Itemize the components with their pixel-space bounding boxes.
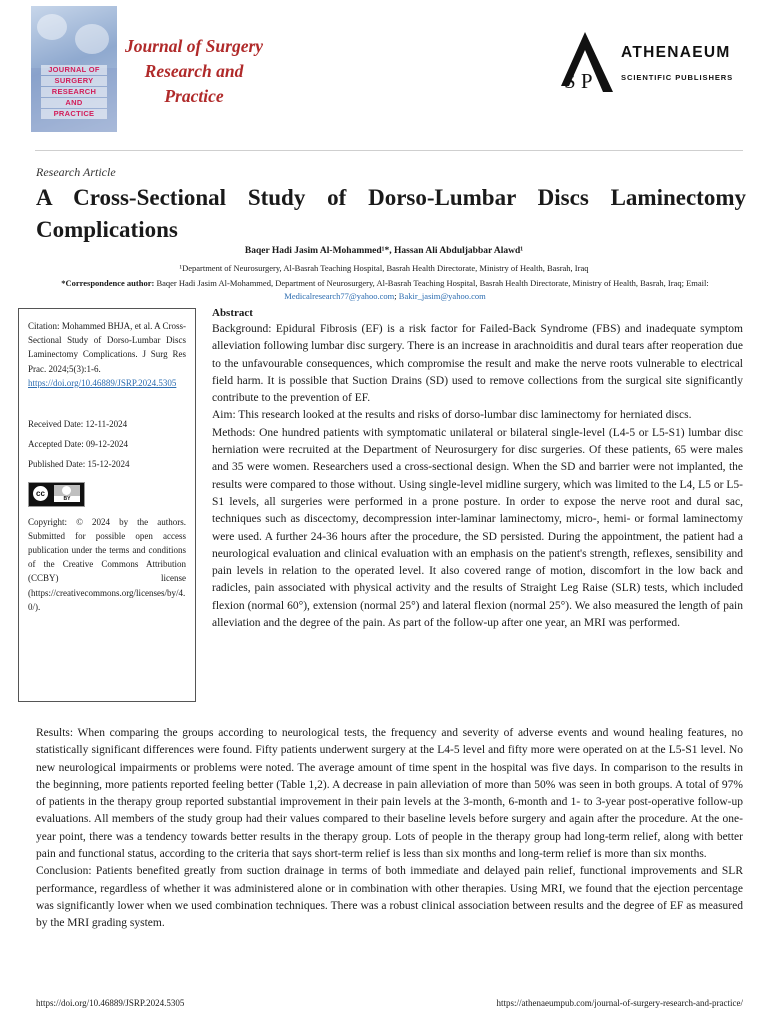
cc-by-license-icon — [28, 482, 85, 507]
publisher-logo-icon — [555, 30, 617, 94]
abstract-aim: Aim: This research looked at the results and risks of dorso-lumbar disc laminectomy for herniated discs. — [212, 409, 692, 422]
correspondence-text: Baqer Hadi Jasim Al-Mohammed, Department of Neurosurgery, Al-Basrah Teaching Hospital, Basrah Health Directorate, Ministry of Health, Basrah, Iraq; Email: — [154, 278, 709, 288]
citation-text: Citation: Mohammed BHJA, et al. A Cross-Sectional Study of Dorso-Lumbar Discs Laminectomy Complications. J Surg Res Prac. 2024;5(3):1-6. — [28, 321, 186, 374]
journal-title — [120, 34, 268, 109]
journal-cover-image — [31, 6, 117, 132]
journal-title-line: Journal of Surgery — [124, 36, 264, 56]
cover-title-line: AND — [41, 98, 107, 108]
footer-doi[interactable]: https://doi.org/10.46889/JSRP.2024.5305 — [36, 998, 185, 1008]
article-affiliation: ¹Department of Neurosurgery, Al-Basrah Teaching Hospital, Basrah Health Directorate, Ministry of Health, Basrah, Iraq — [179, 263, 589, 273]
correspondence-label: *Correspondence author: — [61, 278, 155, 288]
email-link-1[interactable]: Medicalresearch77@yahoo.com — [284, 291, 395, 301]
footer-url[interactable]: https://athenaeumpub.com/journal-of-surgery-research-and-practice/ — [496, 998, 743, 1008]
journal-title-line: Research and — [144, 61, 244, 81]
published-date: Published Date: 15-12-2024 — [28, 459, 130, 470]
copyright-text: Copyright: © 2024 by the authors. Submitted for possible open access publication under the terms and conditions of the Creative Commons Attribution (CCBY) license (https://creativecommons.org/licenses/by/4.0/). — [28, 516, 186, 612]
correspondence — [40, 277, 730, 303]
publisher-name: ATHENAEUM — [621, 44, 731, 61]
article-title: A Cross-Sectional Study of Dorso-Lumbar Discs Laminectomy Complications — [36, 185, 746, 242]
abstract-methods: Methods: One hundred patients with symptomatic unilateral or bilateral single-level (L4-5 or L5-S1) lumbar disc herniation were recruited at the Department of Neurosurgery for disc surgeries. Of these patients, 65 were males and 35 were women. Researchers used a cross-sectional design. When the SD and barrier were not implanted, the results were compared to those without. Using single-level midline surgery, which was limited to the L4, L5 or L5-S1 levels, all surgeries were performed in a prone posture. In order to expose the nerve root and dural sac, techniques such as discectomy, decompression inter-laminar laminectomy, micro-, hemi- or formal laminectomy were used. A further 24-36 hours after the procedure, the SD persisted. During the appointment, the patient had a neurological evaluation and clinical evaluation with an emphasis on the patient's strength, reflexes, sensibility and pain levels in relation to the operated level. It also covered range of motion, discomfort in the low back and radicles, pain associated with physical activity and the results of Straight Leg Raise (SLR) tests, which included flexion (normal 60°), extension (normal 25°) and lateral flexion (normal 25°). We also measured the length of pain alleviation and the degree of the pain. As part of the follow-up after one year, an MRI was performed. — [212, 426, 743, 630]
accepted-date: Accepted Date: 09-12-2024 — [28, 439, 128, 450]
cover-title-line: RESEARCH — [41, 87, 107, 97]
publisher-logo-letters: S P — [564, 69, 593, 93]
by-attribution-icon — [54, 485, 80, 502]
cover-title-line: JOURNAL OF — [41, 65, 107, 75]
abstract-conclusion: Conclusion: Patients benefited greatly from suction drainage in terms of both immediate and delayed pain relief, functional improvements and SLR performance, regardless of whether it was administered alone or in combination with other therapies. Using MRI, we found that the ejection percentage was significantly lower when we used combination techniques. There was a robust clinical association between results and the degree of EF as measured by the MRI grading system. — [36, 865, 743, 930]
abstract-column — [212, 321, 743, 632]
article-type: Research Article — [36, 165, 116, 179]
by-label: BY — [54, 496, 80, 502]
abstract-heading: Abstract — [212, 307, 253, 319]
abstract-background: Background: Epidural Fibrosis (EF) is a risk factor for Failed-Back Syndrome (FBS) and inadequate symptom alleviation following lumbar disc surgery. There is an increase in arachnoiditis and dural tears after reoperation due to the unfavourable consequences, which compromise the result and make the nerve roots vulnerable to electrical field harm. It is possible that Suction Drains (SD) used to remove collections from the surgical site significantly contribute to the prevention of EF. — [212, 323, 743, 405]
doi-link[interactable]: https://doi.org/10.46889/JSRP.2024.5305 — [28, 377, 177, 388]
email-separator: ; — [394, 291, 399, 301]
cover-title-line: PRACTICE — [41, 109, 107, 119]
email-link-2[interactable]: Bakir_jasim@yahoo.com — [398, 291, 486, 301]
cc-logo-icon: cc — [33, 486, 48, 501]
header-divider — [35, 150, 743, 151]
received-date: Received Date: 12-11-2024 — [28, 419, 128, 430]
cover-decor — [75, 24, 109, 54]
person-icon — [62, 486, 71, 495]
cover-title-line: SURGERY — [41, 76, 107, 86]
journal-title-line: Practice — [164, 86, 224, 106]
cover-decor — [37, 14, 67, 40]
cover-title — [35, 64, 113, 120]
article-authors: Baqer Hadi Jasim Al-Mohammed¹*, Hassan Ali Abduljabbar Alawd¹ — [244, 246, 524, 256]
article-info-box — [18, 308, 196, 702]
dates-block — [28, 417, 186, 472]
abstract-results: Results: When comparing the groups according to neurological tests, the frequency and severity of adverse events and wound healing features, no statistically significant differences were found. Fifty patients underwent surgery at the L4-5 level and fifty more were operated on at the L5-S1 level. No new neurological impairments or problems were noted. The average amount of time spent in the hospital was five days. In comparison to the results in the beginning, more patients reported feeling better (Table 1,2). A decrease in pain alleviation of more than 50% was seen in both groups. A total of 97% of patients in the therapy group reported substantial improvement in their pain levels at the 3-month, 6-month and 1- to 3-year post-operative follow-up evaluations. All members of the study group had their values compared to their baseline levels before surgery and again after the procedure. At the one-year point, there was a tendency towards better results in the therapy group. Lots of people in the therapy group had long-term relief, along with better pain and functional status, according to the criteria that says short-term relief is less than six months and long-term relief is more than six months. — [36, 727, 743, 861]
publisher-subtitle: SCIENTIFIC PUBLISHERS — [621, 73, 734, 82]
abstract-full-width — [36, 725, 743, 933]
